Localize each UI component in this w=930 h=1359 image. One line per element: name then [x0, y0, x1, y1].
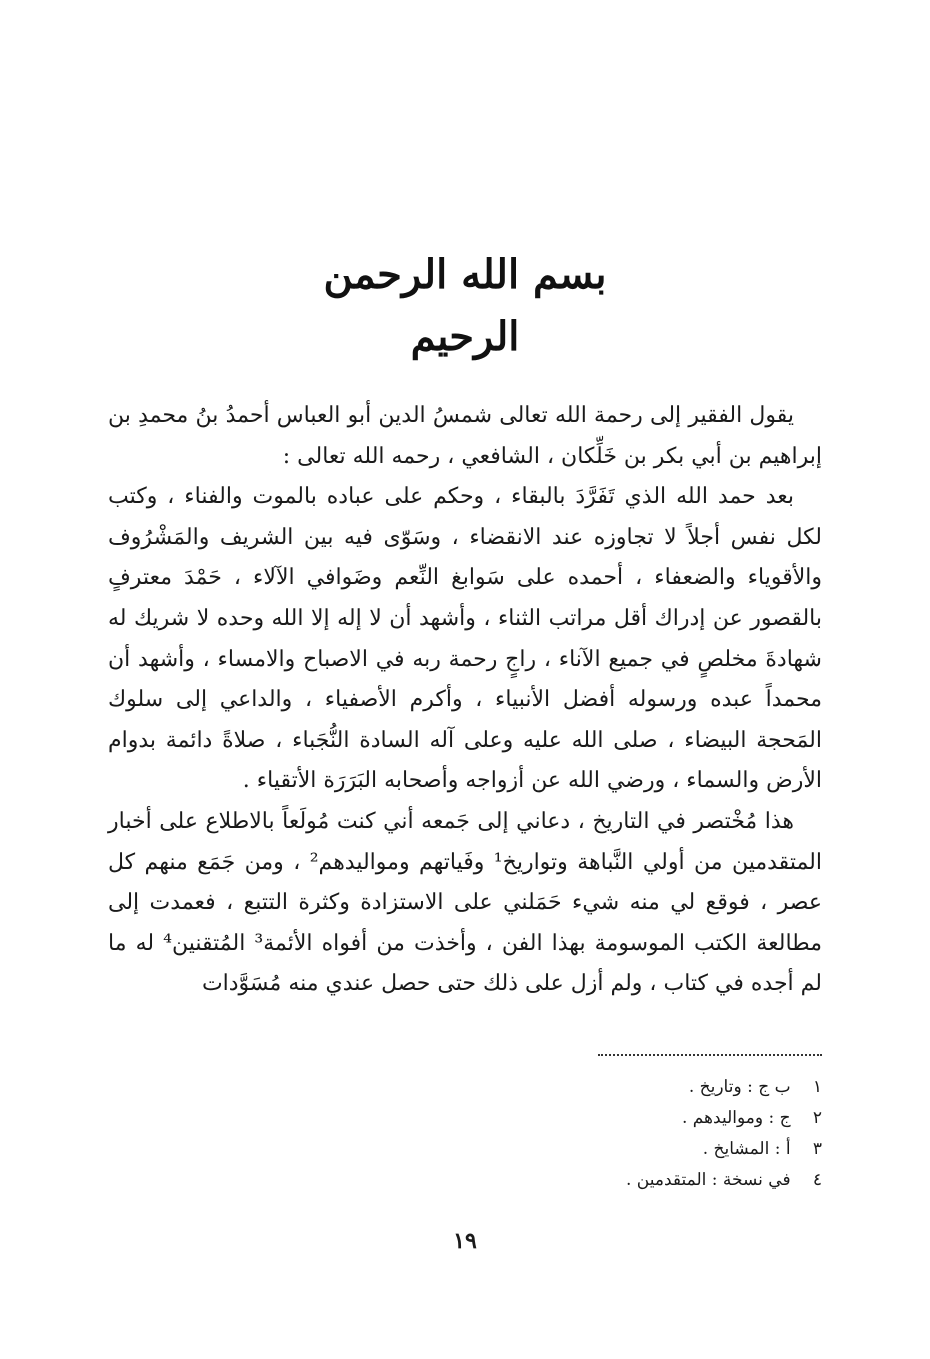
footnote-number: ٣	[812, 1139, 822, 1159]
footnote-text: ج : ومواليدهم .	[681, 1108, 791, 1128]
footnote-separator	[598, 1054, 822, 1056]
footnote-3	[480, 1134, 822, 1165]
footnote-2	[480, 1103, 822, 1134]
footnote-number: ٤	[812, 1170, 822, 1190]
basmala-calligraphy: بسم الله الرحمن الرحيم	[323, 251, 607, 360]
page-number: ١٩	[453, 1228, 477, 1254]
footnote-text: في نسخة : المتقدمين .	[626, 1170, 791, 1190]
footnote-number: ١	[812, 1077, 822, 1097]
footnote-1	[480, 1072, 822, 1103]
footnote-number: ٢	[812, 1108, 822, 1128]
footnote-text: ب ج : وتاريخ .	[688, 1077, 791, 1097]
paragraph-intro: يقول الفقير إلى رحمة الله تعالى شمسُ الدين أبو العباس أحمدُ بنُ محمدِ بن إبراهيم بن أبي بكر بن خَلِّكان ، الشافعي ، رحمه الله تعالى :	[108, 403, 822, 469]
footnote-text: أ : المشايخ .	[702, 1139, 791, 1159]
footnote-4	[480, 1165, 822, 1196]
paragraph-praise: بعد حمد الله الذي تَفَرَّدَ بالبقاء ، وحكم على عباده بالموت والفناء ، وكتب لكل نفس أجلاً لا تجاوزه عند الانقضاء ، وسَوّى فيه بين الشريف والمَشْرُوف والأقوياء والضعفاء ، أحمده على سَوابغ النِّعم وضَوافي الآلاء ، حَمْدَ معترفٍ بالقصور عن إدراك أقل مراتب الثناء ، وأشهد أن لا إله إلا الله وحده لا شريك له شهادةَ مخلصٍ في جميع الآناء ، راجٍ رحمة ربه في الاصباح والامساء ، وأشهد أن محمداً عبده ورسوله أفضل الأنبياء ، وأكرم الأصفياء ، والداعي إلى سلوك المَحجة البيضاء ، صلى الله عليه وعلى آله السادة النُّجَباء ، صلاةً دائمة بدوام الأرض والسماء ، ورضي الله عن أزواجه وأصحابه البَرَرَة الأتقياء .	[108, 484, 822, 794]
paragraph-purpose: هذا مُخْتصر في التاريخ ، دعاني إلى جَمعه أني كنت مُولَعاً بالاطلاع على أخبار المتقدمين من أولي النَّباهة وتواريخ¹ وفَياتهم ومواليدهم² ، ومن جَمَع منهم كل عصر ، فوقع لي منه شيء حَمَلني على الاستزادة وكثرة التتبع ، فعمدت إلى مطالعة الكتب الموسومة بهذا الفن ، وأخذت من أفواه الأئمة³ المُتقنين⁴ له ما لم أجده في كتاب ، ولم أزل على ذلك حتى حصل عندي منه مُسَوَّدات	[108, 808, 822, 997]
main-text	[108, 396, 822, 1005]
footnotes	[480, 1072, 822, 1196]
